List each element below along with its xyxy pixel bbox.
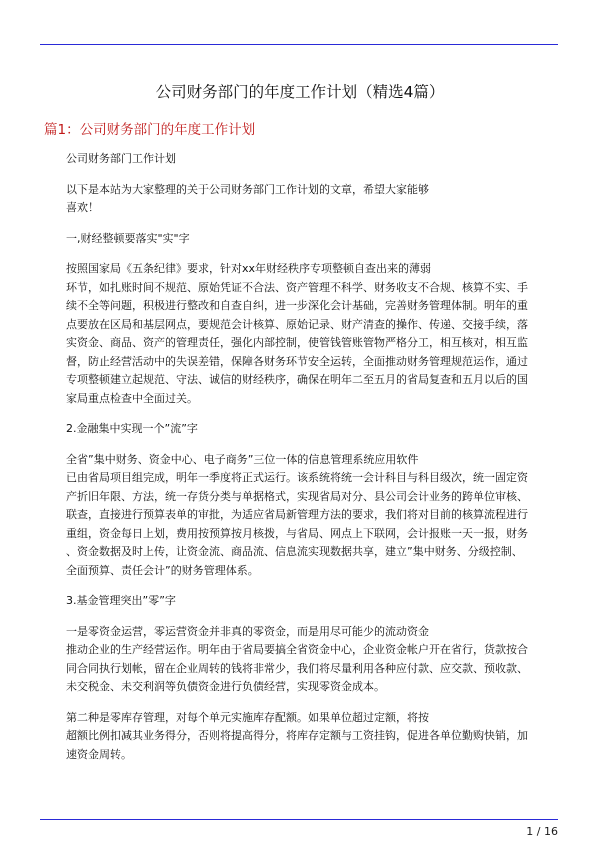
text-line: 同合同执行划帐，留在企业周转的钱将非常少，我们将尽量利用各种应付款、应交款、预收款、 <box>66 661 528 675</box>
text-line: 一是零资金运营，零运营资金并非真的零资金，而是用尽可能少的流动资金 <box>66 624 429 638</box>
paragraph-body-3 <box>44 623 558 697</box>
text-line: 实资金、商品、资产的管理责任，强化内部控制，使管钱管账管物严格分工，相互核对，相互监 <box>66 336 528 349</box>
text-line: 公司财务部门工作计划 <box>66 152 176 165</box>
paragraph-body-4 <box>44 709 558 765</box>
text-line: 专项整顿建立起规范、守法、诚信的财经秩序，确保在明年二至五月的省局复查和五月以后的国 <box>66 373 528 386</box>
paragraph-body-1 <box>44 260 558 408</box>
text-line: 续不全等问题，积极进行整改和自查自纠，进一步深化会计基础，完善财务管理体制。明年的重 <box>66 299 528 312</box>
page-indicator: 1 / 16 <box>526 825 558 838</box>
paragraph-heading-2 <box>44 420 558 439</box>
document-title: 公司财务部门的年度工作计划（精选4篇） <box>155 83 445 101</box>
paragraph-intro <box>44 181 558 218</box>
text-line: 产折旧年限、方法，统一存货分类与单据格式，实现省局对分、县公司会计业务的跨单位审核、 <box>66 489 528 503</box>
text-line: 一,财经整顿要落实"实"字 <box>66 231 190 245</box>
text-line: 联查，直接进行预算表单的审批，为适应省局新管理方法的要求，我们将对目前的核算流程进行 <box>66 508 528 521</box>
text-line: 超额比例扣减其业务得分，否则将提高得分，将库存定额与工资挂钩，促进各单位勤购快销，加 <box>66 729 528 742</box>
text-line: 督，防止经营活动中的失误差错，保障各财务环节安全运转，全面推动财务管理规范运作，通过 <box>66 354 528 368</box>
text-line: 以下是本站为大家整理的关于公司财务部门工作计划的文章，希望大家能够 <box>66 182 429 196</box>
paragraph-subtitle <box>44 150 558 169</box>
text-line: 推动企业的生产经营运作。明年由于省局要搞全省资金中心，企业资金帐户开在省行，货款按合 <box>66 643 528 656</box>
text-line: 速资金周转。 <box>66 747 132 761</box>
text-line: 按照国家局《五条纪律》要求，针对xx年财经秩序专项整顿自查出来的薄弱 <box>66 262 432 275</box>
text-line: 3.基金管理突出”零”字 <box>66 594 176 607</box>
text-line: 重组，资金每日上划，费用按预算按月核拨，与省局、网点上下联网，会计报账一天一报，财务 <box>66 526 528 540</box>
text-line: 喜欢！ <box>66 201 99 214</box>
footer-rule <box>40 819 558 820</box>
paragraph-heading-1 <box>44 230 558 249</box>
text-line: 2.金融集中实现一个”流”字 <box>66 422 198 435</box>
text-line: 已由省局项目组完成，明年一季度将正式运行。该系统将统一会计科目与科目级次，统一固定资 <box>66 471 528 484</box>
text-line: 、资金数据及时上传，让资金流、商品流、信息流实现数据共享，建立”集中财务、分级控制、 <box>66 545 523 558</box>
text-line: 第二种是零库存管理，对每个单元实施库存配额。如果单位超过定额，将按 <box>66 710 429 724</box>
text-line: 环节，如扎账时间不规范、原始凭证不合法、资产管理不科学、财务收支不合规、核算不实、手 <box>66 280 528 294</box>
text-line: 全省”集中财务、资金中心、电子商务”三位一体的信息管理系统应用软件 <box>66 452 419 466</box>
text-line: 未交税金、未交利润等负债资金进行负债经营，实现零资金成本。 <box>66 680 385 693</box>
paragraph-heading-3 <box>44 592 558 611</box>
paragraph-body-2 <box>44 451 558 581</box>
text-line: 点要放在区局和基层网点，要规范会计核算、原始记录、财产清查的操作、传递、交接手续，落 <box>66 317 528 331</box>
document-body <box>44 150 558 776</box>
section-heading: 篇1：公司财务部门的年度工作计划 <box>44 122 256 138</box>
header-rule <box>40 44 558 45</box>
text-line: 家局重点检查中全面过关。 <box>66 391 198 405</box>
text-line: 全面预算、责任会计”的财务管理体系。 <box>66 563 259 577</box>
